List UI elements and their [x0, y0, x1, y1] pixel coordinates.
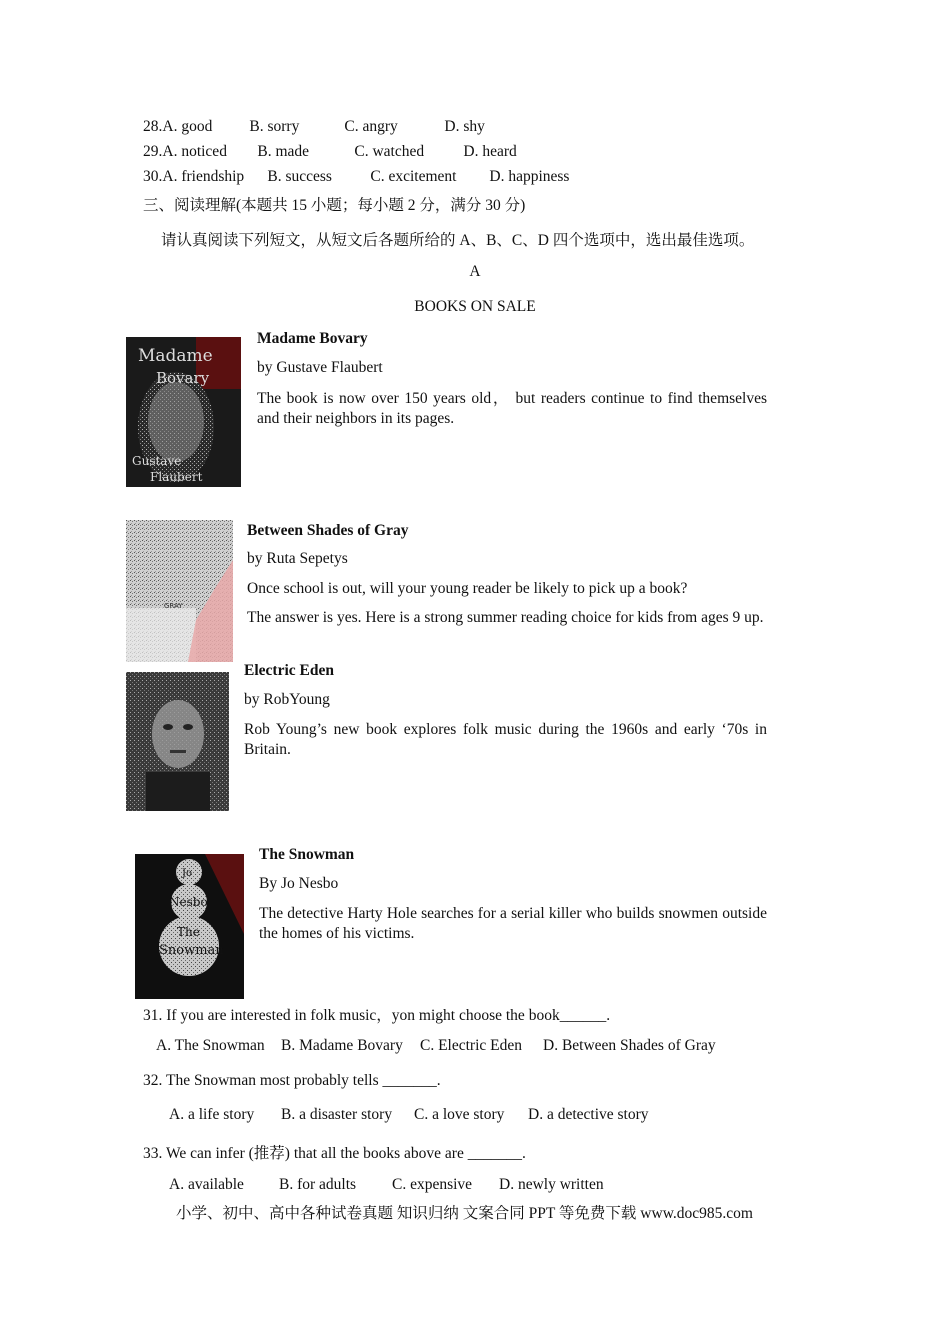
question-options [169, 1176, 604, 1194]
cloze-number: 30. [143, 168, 163, 185]
book-title: Electric Eden [244, 662, 334, 679]
cloze-line-28 [143, 118, 485, 136]
cloze-number: 29. [143, 143, 163, 160]
cloze-option: B. success [267, 168, 332, 185]
cloze-option: B. sorry [249, 118, 300, 135]
book-author: by Gustave Flaubert [257, 359, 383, 376]
question-option: A. a life story [169, 1106, 255, 1123]
question-option: C. Electric Eden [420, 1037, 522, 1054]
cover-title-line: Bovary [156, 369, 210, 387]
book-description: Once school is out, will your young reader be likely to pick up a book? [247, 580, 688, 597]
instruction: 请认真阅读下列短文，从短文后各题所给的 A、B、C、D 四个选项中，选出最佳选项。 [161, 232, 755, 249]
cloze-option: A. noticed [162, 143, 227, 160]
book-description: The detective Harty Hole searches for a serial killer who builds snowmen outside the homes of his victims. [259, 905, 767, 942]
cloze-option: D. shy [444, 118, 485, 135]
question-stem: 33. We can infer (推荐) that all the books above are _______. [143, 1145, 526, 1162]
question-options [169, 1106, 649, 1124]
cloze-option: D. happiness [489, 168, 570, 185]
question-option: D. a detective story [528, 1106, 649, 1123]
book-author: By Jo Nesbo [259, 875, 339, 892]
cover-author-line: Gustave [132, 454, 182, 468]
cover-title-line: The [177, 925, 200, 939]
book-cover-electric-eden [126, 672, 229, 811]
question-option: B. a disaster story [281, 1106, 393, 1123]
book-cover-between-shades-of-gray [126, 520, 233, 662]
book-description: The book is now over 150 years old， but readers continue to find themselves and their neighbors in its pages. [257, 390, 767, 427]
cover-title-line: GRAY [164, 602, 183, 610]
book-author: by Ruta Sepetys [247, 550, 348, 567]
cloze-number: 28. [143, 118, 163, 135]
question-option: D. newly written [499, 1176, 604, 1193]
question-option: B. Madame Bovary [281, 1037, 403, 1054]
question-option: C. expensive [392, 1176, 473, 1193]
cloze-option: C. excitement [370, 168, 457, 185]
question-stem: 31. If you are interested in folk music，yon might choose the book______. [143, 1007, 611, 1024]
book-title: The Snowman [259, 846, 355, 863]
cloze-line-30 [143, 168, 569, 186]
cloze-option: D. heard [463, 143, 517, 160]
question-option: D. Between Shades of Gray [543, 1037, 716, 1054]
cover-illustration [126, 672, 229, 811]
cover-author-line: Nesbo [169, 895, 208, 909]
cover-illustration [135, 854, 244, 999]
book-cover-the-snowman [135, 854, 244, 999]
question-option: A. The Snowman [156, 1037, 265, 1054]
question-stem: 32. The Snowman most probably tells _______. [143, 1072, 441, 1089]
book-title: Between Shades of Gray [247, 522, 409, 539]
cloze-option: B. made [257, 143, 310, 160]
book-cover-madame-bovary [126, 337, 241, 487]
passage-letter: A [469, 263, 481, 280]
cover-illustration [126, 520, 233, 662]
cover-author-line: Jo [182, 868, 193, 879]
cloze-option: C. watched [354, 143, 425, 160]
book-description: Rob Young’s new book explores folk music during the 1960s and early ‘70s in Britain. [244, 721, 767, 758]
section-heading: 三、阅读理解(本题共 15 小题；每小题 2 分，满分 30 分) [143, 197, 526, 214]
cloze-line-29 [143, 143, 517, 161]
cover-title-line: Madame [138, 346, 213, 366]
book-author: by RobYoung [244, 691, 330, 708]
cloze-option: A. friendship [162, 168, 245, 185]
book-title: Madame Bovary [257, 330, 368, 347]
question-option: C. a love story [414, 1106, 505, 1123]
question-options [156, 1037, 716, 1055]
cover-illustration [126, 337, 241, 487]
cover-title-line: Snowman [159, 943, 224, 958]
cloze-option: C. angry [344, 118, 398, 135]
question-option: B. for adults [279, 1176, 357, 1193]
cover-author-line: Flaubert [150, 470, 203, 484]
cloze-option: A. good [162, 118, 213, 135]
passage-title: BOOKS ON SALE [414, 298, 536, 315]
question-option: A. available [169, 1176, 244, 1193]
book-description: The answer is yes. Here is a strong summer reading choice for kids from ages 9 up. [247, 609, 764, 626]
page-footer: 小学、初中、高中各种试卷真题 知识归纳 文案合同 PPT 等免费下载 www.doc985.com [176, 1205, 753, 1222]
